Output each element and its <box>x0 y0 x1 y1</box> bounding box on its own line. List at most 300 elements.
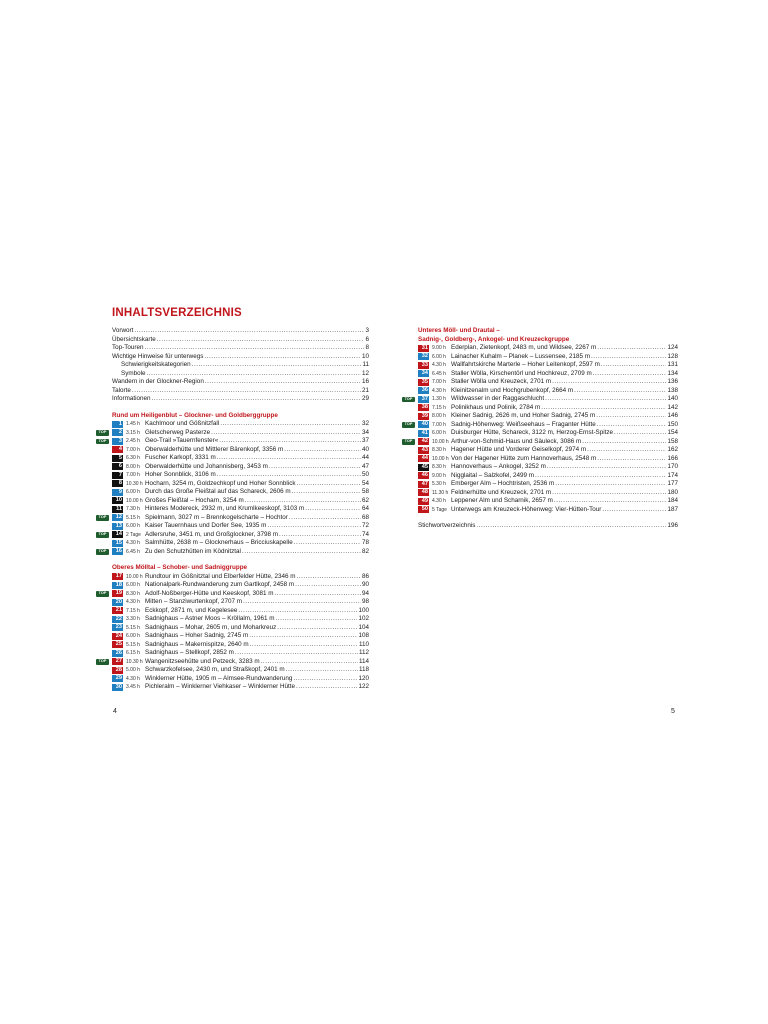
tour-number-badge: 48 <box>418 489 429 496</box>
tour-duration: 3.45 h <box>126 684 140 690</box>
leader-dots <box>574 387 666 396</box>
tour-entry[interactable] <box>418 404 678 413</box>
tour-duration: 4.30 h <box>126 599 140 605</box>
tour-number-badge: 18 <box>112 582 123 589</box>
tour-name: Feldnerhütte und Kreuzeck, 2701 m <box>451 488 552 496</box>
tour-name: Oberwalderhütte und Mittlerer Bärenkopf, 3356 m <box>145 445 284 453</box>
tour-entry[interactable] <box>418 353 678 362</box>
leader-dots <box>597 344 666 353</box>
tour-name: Hannoverhaus – Ankogel, 3252 m <box>451 463 546 470</box>
tour-page: 104 <box>358 623 369 631</box>
toc-entry-label: Vorwort <box>112 327 134 334</box>
leader-dots <box>152 395 361 404</box>
top-badge: TOP <box>402 422 415 428</box>
section-heading: Rund um Heiligenblut – Glockner- und Goldberggruppe <box>112 411 278 419</box>
toc-entry[interactable] <box>112 327 369 336</box>
tour-entry[interactable] <box>418 472 678 481</box>
tour-name: Kachlmoor und Gößnitzfall <box>145 420 220 427</box>
tour-number-badge: 27 <box>112 658 123 665</box>
tour-number-badge: 50 <box>418 506 429 513</box>
tour-entry[interactable] <box>418 463 678 472</box>
tour-duration: 7.15 h <box>126 607 140 614</box>
tour-number-badge: 31 <box>418 345 429 352</box>
tour-name: Fuscher Karkopf, 3331 m <box>145 454 216 461</box>
tour-number-badge: 43 <box>418 447 429 454</box>
tour-name: Schwarzkofelsee, 2430 m, und Straßkopf, 2401 m <box>145 666 285 673</box>
spacer <box>418 514 678 522</box>
tour-page: 140 <box>667 395 678 402</box>
leader-dots <box>286 666 358 675</box>
tour-number-badge: 3 <box>112 438 123 445</box>
tour-page: 40 <box>361 445 369 453</box>
tour-number-badge: 21 <box>112 607 123 614</box>
tour-number-badge: 49 <box>418 498 429 505</box>
tour-name: Großes Fleißtal – Hocharn, 3254 m <box>145 496 244 504</box>
tour-name: Adlersruhe, 3451 m, und Großglockner, 3798 m <box>145 530 279 538</box>
tour-name: Staller Wölla und Kreuzeck, 2701 m <box>451 378 552 385</box>
tour-number-badge: 42 <box>418 438 429 445</box>
tour-name: Von der Hagener Hütte zum Hannoverhaus, 2548 m <box>451 454 597 462</box>
tour-entry[interactable] <box>418 497 678 506</box>
tour-entry[interactable] <box>112 454 369 463</box>
tour-page: 122 <box>358 683 369 690</box>
tour-duration: 10.00 h <box>432 438 449 445</box>
tour-duration: 11.30 h <box>432 489 449 496</box>
tour-entry[interactable] <box>112 480 369 489</box>
tour-entry[interactable] <box>98 437 369 446</box>
tour-duration: 3.15 h <box>126 429 140 436</box>
tour-page: 131 <box>667 361 678 368</box>
tour-entry[interactable] <box>112 497 369 506</box>
tour-entry[interactable] <box>112 573 369 582</box>
tour-entry[interactable] <box>112 675 369 684</box>
tour-page: 166 <box>667 454 678 462</box>
leader-dots <box>145 344 365 353</box>
leader-dots <box>134 327 364 336</box>
tour-duration: 10.30 h <box>126 480 143 487</box>
tour-page: 94 <box>361 589 369 597</box>
tour-page: 124 <box>667 344 678 351</box>
tour-name: Sadnighaus – Mohar, 2605 m, und Moharkreuz <box>145 623 277 631</box>
tour-entry[interactable] <box>112 522 369 531</box>
tour-entry[interactable] <box>112 598 369 607</box>
tour-name: Winklerner Hütte, 1905 m – Almsee-Rundwanderung <box>145 674 293 682</box>
tour-page: 170 <box>667 463 678 470</box>
tour-duration: 9.00 h <box>432 345 446 351</box>
tour-number-badge: 7 <box>112 472 123 479</box>
leader-dots <box>294 539 361 548</box>
tour-number-badge: 45 <box>418 464 429 471</box>
leader-dots <box>552 489 666 498</box>
tour-number-badge: 14 <box>112 531 123 538</box>
top-badge: TOP <box>96 439 109 445</box>
leader-dots <box>295 581 361 590</box>
leader-dots <box>204 353 361 362</box>
tour-duration: 3.30 h <box>126 616 140 622</box>
tour-number-badge: 20 <box>112 599 123 606</box>
tour-entry[interactable] <box>418 387 678 396</box>
tour-page: 108 <box>358 632 369 639</box>
tour-duration: 7.15 h <box>432 404 446 411</box>
tour-duration: 4.30 h <box>432 498 446 504</box>
tour-page: 110 <box>358 640 369 648</box>
leader-dots <box>555 480 666 489</box>
tour-page: 74 <box>361 530 369 538</box>
toc-entry-page: 16 <box>361 378 369 385</box>
tour-entry[interactable] <box>112 488 369 497</box>
tour-entry[interactable] <box>98 513 369 523</box>
tour-entry[interactable] <box>404 420 678 430</box>
leader-dots <box>289 514 361 523</box>
section-heading: Unteres Möll- und Drautal – <box>418 327 500 334</box>
tour-number-badge: 10 <box>112 497 123 504</box>
tour-page: 142 <box>667 403 678 411</box>
tour-name: Sadnighaus – Makernispitze, 2640 m <box>145 640 249 648</box>
toc-entry[interactable] <box>112 378 369 387</box>
toc-entry-label: Top-Touren <box>112 344 144 351</box>
leader-dots <box>297 480 361 489</box>
leader-dots <box>219 437 361 446</box>
tour-number-badge: 41 <box>418 430 429 437</box>
tour-entry[interactable] <box>404 395 678 404</box>
leader-dots <box>476 522 666 531</box>
tour-page: 158 <box>667 437 678 445</box>
section-heading: Oberes Mölltal – Schober- und Sadniggruppe <box>112 564 248 571</box>
tour-page: 72 <box>361 522 369 529</box>
toc-entry-index[interactable] <box>418 522 678 531</box>
tour-page: 58 <box>361 488 369 495</box>
tour-duration: 4.30 h <box>126 675 140 682</box>
tour-entry[interactable] <box>112 463 369 472</box>
tour-number-badge: 11 <box>112 506 123 513</box>
tour-name: Wallfahrtskirche Marterle – Hoher Leitenkopf, 2597 m <box>451 361 600 368</box>
leader-dots <box>296 683 357 692</box>
tour-duration: 2 Tage <box>126 531 141 538</box>
top-badge: TOP <box>402 397 415 403</box>
tour-page: 136 <box>667 378 678 385</box>
tour-page: 47 <box>361 462 369 470</box>
leader-dots <box>535 472 667 481</box>
toc-entry-page: 3 <box>365 327 369 334</box>
tour-entry[interactable] <box>112 632 369 641</box>
toc-entry-page: 21 <box>361 386 369 394</box>
tour-entry[interactable] <box>418 361 678 370</box>
toc-entry-label: Symbole <box>121 369 146 377</box>
leader-dots <box>541 404 666 413</box>
leader-dots <box>587 446 666 455</box>
tour-page: 64 <box>361 505 369 512</box>
tour-number-badge: 4 <box>112 446 123 453</box>
tour-entry[interactable] <box>112 539 369 548</box>
toc-entry-page: 8 <box>365 344 369 351</box>
tour-number-badge: 46 <box>418 472 429 479</box>
tour-name: Duisburger Hütte, Schareck, 3122 m, Herzog-Ernst-Spitze <box>451 429 614 436</box>
leader-dots <box>147 370 361 379</box>
tour-duration: 1.45 h <box>126 421 140 427</box>
tour-entry[interactable] <box>418 378 678 387</box>
tour-number-badge: 1 <box>112 421 123 428</box>
leader-dots <box>249 632 357 641</box>
tour-number-badge: 24 <box>112 633 123 640</box>
tour-duration: 10.30 h <box>126 658 143 665</box>
tour-page: 102 <box>358 615 369 622</box>
leader-dots <box>192 361 362 370</box>
tour-page: 62 <box>361 496 369 504</box>
tour-number-badge: 17 <box>112 573 123 580</box>
toc-entry-page: 10 <box>361 352 369 360</box>
top-badge: TOP <box>96 430 109 436</box>
tour-page: 50 <box>361 471 369 478</box>
tour-duration: 7.00 h <box>126 472 140 478</box>
tour-duration: 10.00 h <box>432 455 449 462</box>
tour-number-badge: 29 <box>112 675 123 682</box>
tour-entry[interactable] <box>112 581 369 590</box>
tour-name: Mitten – Stanziwurtenkopf, 2707 m <box>145 598 242 605</box>
toc-entry[interactable] <box>112 395 369 404</box>
tour-number-badge: 6 <box>112 463 123 470</box>
tour-page: 134 <box>667 369 678 377</box>
tour-page: 114 <box>358 657 369 665</box>
tour-duration: 8.00 h <box>126 463 140 470</box>
tour-entry[interactable] <box>112 615 369 624</box>
tour-duration: 8.30 h <box>432 447 446 453</box>
tour-page: 86 <box>361 572 369 580</box>
tour-entry[interactable] <box>98 547 369 557</box>
tour-entry[interactable] <box>112 624 369 633</box>
tour-entry[interactable] <box>98 530 369 540</box>
tour-duration: 10.00 h <box>126 573 143 580</box>
tour-name: Wildwasser in der Raggaschlucht <box>451 395 545 402</box>
tour-name: Hagener Hütte und Vorderer Geiselkopf, 2974 m <box>451 446 587 453</box>
tour-duration: 4.30 h <box>432 362 446 368</box>
tour-page: 138 <box>667 386 678 394</box>
tour-page: 128 <box>667 352 678 360</box>
tour-duration: 6.30 h <box>126 455 140 461</box>
toc-entry-page: 12 <box>361 369 369 377</box>
tour-name: Adolf-Noßberger-Hütte und Keeskopf, 3081 m <box>145 589 274 597</box>
tour-entry[interactable] <box>98 657 369 667</box>
leader-dots <box>545 395 666 404</box>
tour-name: Zu den Schutzhütten im Ködnitztal <box>145 547 241 555</box>
tour-entry[interactable] <box>418 455 678 464</box>
spacer <box>112 404 369 412</box>
tour-name: Geo-Trail »Tauernfenster« <box>145 437 219 444</box>
tour-number-badge: 2 <box>112 429 123 436</box>
tour-entry[interactable] <box>112 471 369 480</box>
tour-number-badge: 44 <box>418 455 429 462</box>
leader-dots <box>593 370 667 379</box>
page-title: INHALTSVERZEICHNIS <box>112 307 242 319</box>
tour-entry[interactable] <box>112 505 369 514</box>
tour-number-badge: 22 <box>112 616 123 623</box>
tour-page: 82 <box>361 547 369 555</box>
tour-duration: 6.00 h <box>432 353 446 360</box>
tour-duration: 6.45 h <box>432 370 446 377</box>
leader-dots <box>242 548 361 557</box>
tour-name: Salmhütte, 2638 m – Glocknerhaus – Bricciuskapelle <box>145 539 293 546</box>
toc-entry-label: Wichtige Hinweise für unterwegs <box>112 352 204 360</box>
leader-dots <box>217 454 361 463</box>
toc-entry-page: 196 <box>667 522 678 529</box>
toc-entry[interactable] <box>112 370 369 379</box>
tour-page: 44 <box>361 454 369 461</box>
toc-entry[interactable] <box>112 336 369 345</box>
leader-dots <box>297 573 361 582</box>
tour-number-badge: 47 <box>418 481 429 488</box>
leader-dots <box>547 463 667 472</box>
tour-entry[interactable] <box>112 641 369 650</box>
tour-entry[interactable] <box>112 446 369 455</box>
tour-entry[interactable] <box>112 649 369 658</box>
top-badge: TOP <box>96 659 109 665</box>
tour-entry[interactable] <box>418 506 678 515</box>
leader-dots <box>601 361 667 370</box>
tour-number-badge: 39 <box>418 413 429 420</box>
tour-duration: 5.15 h <box>126 514 140 521</box>
leader-dots <box>269 463 361 472</box>
tour-number-badge: 12 <box>112 514 123 521</box>
tour-entry[interactable] <box>418 370 678 379</box>
toc-column-left <box>98 327 369 692</box>
leader-dots <box>211 429 361 438</box>
top-badge: TOP <box>96 532 109 538</box>
leader-dots <box>597 421 667 430</box>
tour-duration: 6.00 h <box>126 523 140 529</box>
page-number-left: 4 <box>113 708 117 715</box>
tour-number-badge: 9 <box>112 489 123 496</box>
tour-number-badge: 35 <box>418 379 429 386</box>
tour-page: 154 <box>667 429 678 436</box>
tour-entry[interactable] <box>418 412 678 421</box>
toc-entry[interactable] <box>112 344 369 353</box>
leader-dots <box>245 497 361 506</box>
tour-number-badge: 38 <box>418 404 429 411</box>
tour-duration: 5.00 h <box>126 667 140 673</box>
tour-duration: 6.45 h <box>126 548 140 555</box>
tour-number-badge: 36 <box>418 387 429 394</box>
tour-entry[interactable] <box>418 344 678 353</box>
tour-name: Kaiser Tauernhaus und Dorfer See, 1935 m <box>145 522 267 529</box>
tour-number-badge: 25 <box>112 641 123 648</box>
tour-number-badge: 13 <box>112 523 123 530</box>
tour-number-badge: 26 <box>112 650 123 657</box>
leader-dots <box>235 649 358 658</box>
leader-dots <box>277 624 357 633</box>
tour-duration: 8.00 h <box>432 413 446 419</box>
tour-duration: 5.30 h <box>432 481 446 487</box>
toc-entry[interactable] <box>112 361 369 370</box>
leader-dots <box>220 420 361 429</box>
tour-page: 146 <box>667 412 678 419</box>
tour-entry[interactable] <box>112 420 369 429</box>
leader-dots <box>205 378 361 387</box>
toc-entry[interactable] <box>112 353 369 362</box>
toc-entry-label: Stichwortverzeichnis <box>418 522 476 529</box>
leader-dots <box>243 598 361 607</box>
tour-duration: 2.45 h <box>126 438 140 444</box>
tour-duration: 4.30 h <box>432 387 446 394</box>
tour-name: Spielmann, 3027 m – Brennkogelscharte – Hochtor <box>145 513 288 521</box>
tour-number-badge: 5 <box>112 455 123 462</box>
tour-name: Sadnighaus – Stellkopf, 2852 m <box>145 649 234 656</box>
tour-page: 118 <box>358 666 369 673</box>
tour-name: Hoher Sonnblick, 3106 m <box>145 471 216 478</box>
toc-entry-label: Wandern in der Glockner-Region <box>112 378 204 385</box>
tour-duration: 7.30 h <box>126 506 140 512</box>
tour-entry[interactable] <box>112 607 369 616</box>
leader-dots <box>305 505 361 514</box>
tour-name: Gletscherweg Pasterze <box>145 428 211 436</box>
leader-dots <box>132 387 361 396</box>
tour-name: Durch das Große Fleißtal auf das Schareck, 2606 m <box>145 488 291 495</box>
leader-dots <box>284 446 361 455</box>
leader-dots <box>292 488 361 497</box>
tour-name: Staller Wölla, Kirschentörl und Hochkreuz, 2709 m <box>451 369 592 377</box>
tour-number-badge: 37 <box>418 396 429 403</box>
tour-duration: 7.00 h <box>432 379 446 385</box>
tour-number-badge: 34 <box>418 370 429 377</box>
top-badge: TOP <box>402 439 415 445</box>
right-page <box>384 0 768 1024</box>
section-heading-line2: Sadnig-, Goldberg-, Ankogel- und Kreuzeckgruppe <box>418 335 570 343</box>
top-badge: TOP <box>96 515 109 521</box>
leader-dots <box>591 353 667 362</box>
leader-dots <box>261 658 358 667</box>
tour-name: Nationalpark-Rundwanderung zum Gartlkopf, 2458 m <box>145 581 295 588</box>
tour-page: 180 <box>667 488 678 496</box>
tour-page: 90 <box>361 581 369 588</box>
tour-name: Emberger Alm – Hochtristen, 2536 m <box>451 480 555 487</box>
tour-number-badge: 28 <box>112 667 123 674</box>
tour-page: 37 <box>361 437 369 444</box>
tour-name: Unterwegs am Kreuzeck-Höhenweg: Vier-Hütten-Tour <box>451 505 602 513</box>
tour-duration: 10.00 h <box>126 497 143 504</box>
toc-entry[interactable] <box>112 387 369 396</box>
tour-page: 184 <box>667 497 678 504</box>
tour-duration: 6.00 h <box>126 633 140 639</box>
tour-entry[interactable] <box>98 589 369 599</box>
tour-entry[interactable] <box>418 489 678 498</box>
tour-page: 68 <box>361 513 369 521</box>
top-badge: TOP <box>96 549 109 555</box>
tour-name: Sadnighaus – Hoher Sadnig, 2745 m <box>145 632 249 639</box>
tour-entry[interactable] <box>418 480 678 489</box>
tour-name: Oberwalderhütte und Johannisberg, 3453 m <box>145 462 268 470</box>
tour-entry[interactable] <box>404 437 678 447</box>
toc-entry-page: 6 <box>365 335 369 343</box>
tour-name: Lainacher Kuhalm – Planek – Lussensee, 2185 m <box>451 352 590 360</box>
tour-page: 187 <box>667 505 678 513</box>
tour-duration: 6.00 h <box>126 582 140 588</box>
tour-entry[interactable] <box>418 429 678 438</box>
leader-dots <box>250 641 358 650</box>
tour-name: Eckkopf, 2871 m, und Kegelesee <box>145 606 238 614</box>
tour-name: Wangenitzseehütte und Petzeck, 3283 m <box>145 657 260 665</box>
tour-number-badge: 8 <box>112 480 123 487</box>
tour-entry[interactable] <box>112 683 369 692</box>
tour-number-badge: 33 <box>418 362 429 369</box>
tour-duration: 7.00 h <box>126 446 140 453</box>
tour-entry[interactable] <box>112 666 369 675</box>
tour-name: Nigglaital – Salzkofel, 2499 m <box>451 471 534 479</box>
tour-duration: 5.15 h <box>126 641 140 648</box>
tour-name: Kleiner Sadnig, 2626 m, und Hoher Sadnig, 2745 m <box>451 412 596 419</box>
toc-entry-page: 11 <box>362 361 369 368</box>
tour-name: Kleinitzenalm und Hochgrubenkopf, 2664 m <box>451 386 574 394</box>
tour-entry[interactable] <box>98 428 369 438</box>
tour-entry[interactable] <box>418 446 678 455</box>
leader-dots <box>602 506 666 515</box>
